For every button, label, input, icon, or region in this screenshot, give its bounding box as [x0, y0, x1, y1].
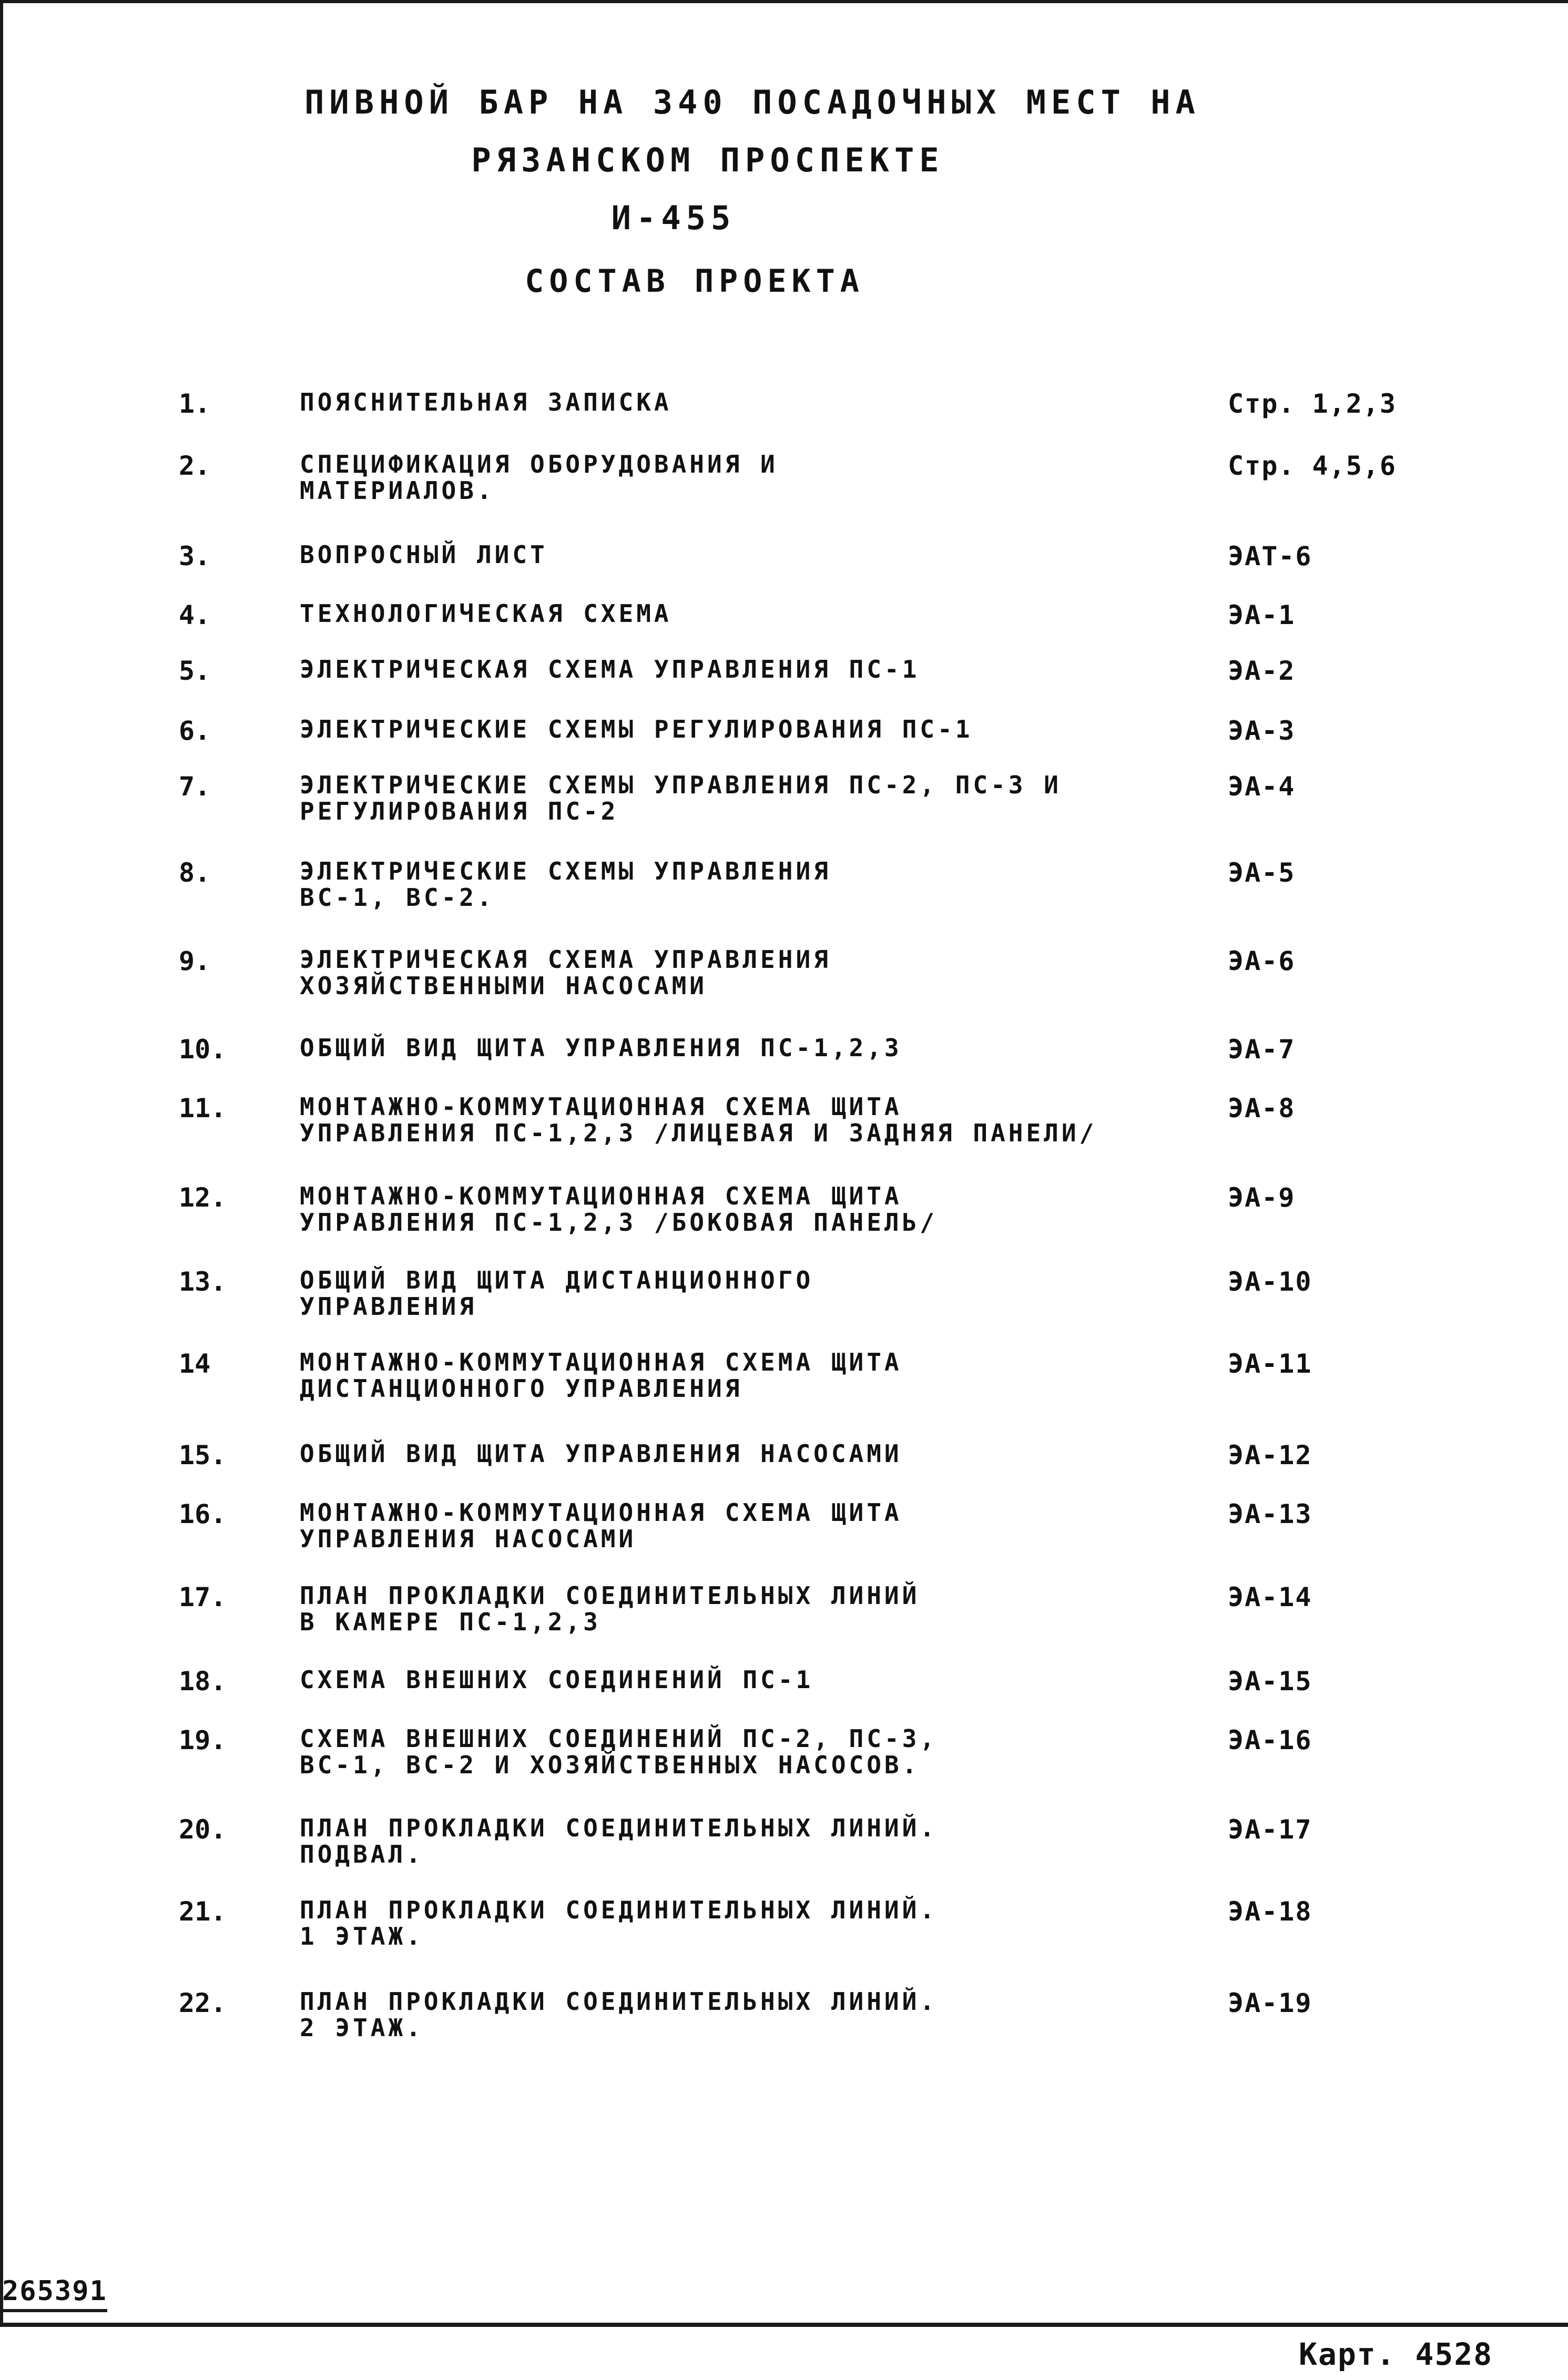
document-title — [0, 74, 1568, 247]
card-number: Карт. 4528 — [1299, 2336, 1493, 2372]
row-number: 15. — [179, 1440, 227, 1470]
row-title: ПЛАН ПРОКЛАДКИ СОЕДИНИТЕЛЬНЫХ ЛИНИЙ В КАМЕРЕ ПС-1,2,3 — [300, 1581, 920, 1636]
row-number: 4. — [179, 600, 211, 630]
row-number: 19. — [179, 1725, 227, 1755]
row-sheet-code: ЭА-9 — [1228, 1182, 1296, 1213]
row-title: ПЛАН ПРОКЛАДКИ СОЕДИНИТЕЛЬНЫХ ЛИНИЙ. ПОДВАЛ. — [300, 1814, 938, 1868]
row-sheet-code: Стр. 4,5,6 — [1228, 451, 1397, 481]
row-sheet-code: ЭА-5 — [1228, 857, 1296, 888]
archive-number-underline — [2, 2309, 107, 2312]
row-title: ПОЯСНИТЕЛЬНАЯ ЗАПИСКА — [300, 388, 672, 416]
row-title: ВОПРОСНЫЙ ЛИСТ — [300, 540, 548, 569]
row-title: СХЕМА ВНЕШНИХ СОЕДИНЕНИЙ ПС-2, ПС-3, ВС-1, ВС-2 И ХОЗЯЙСТВЕННЫХ НАСОСОВ. — [300, 1724, 938, 1779]
row-number: 3. — [179, 541, 211, 571]
row-sheet-code: ЭА-3 — [1228, 716, 1296, 746]
row-sheet-code: ЭА-16 — [1228, 1725, 1312, 1755]
row-number: 17. — [179, 1582, 227, 1612]
row-sheet-code: ЭА-10 — [1228, 1266, 1312, 1297]
row-title: ОБЩИЙ ВИД ЩИТА ДИСТАНЦИОННОГО УПРАВЛЕНИЯ — [300, 1266, 814, 1321]
row-title: МОНТАЖНО-КОММУТАЦИОННАЯ СХЕМА ЩИТА ДИСТАНЦИОННОГО УПРАВЛЕНИЯ — [300, 1348, 902, 1403]
row-number: 14 — [179, 1349, 211, 1379]
row-title: ТЕХНОЛОГИЧЕСКАЯ СХЕМА — [300, 599, 672, 628]
row-sheet-code: ЭА-8 — [1228, 1093, 1296, 1123]
row-title: ЭЛЕКТРИЧЕСКИЕ СХЕМЫ УПРАВЛЕНИЯ ПС-2, ПС-3 И РЕГУЛИРОВАНИЯ ПС-2 — [300, 771, 1062, 825]
row-number: 21. — [179, 1896, 227, 1927]
row-sheet-code: ЭА-4 — [1228, 771, 1296, 802]
row-sheet-code: ЭА-12 — [1228, 1440, 1312, 1470]
row-sheet-code: ЭА-15 — [1228, 1666, 1312, 1697]
archive-number: 265391 — [2, 2275, 107, 2307]
row-number: 11. — [179, 1093, 227, 1123]
row-number: 20. — [179, 1814, 227, 1845]
row-number: 8. — [179, 857, 211, 888]
row-sheet-code: ЭА-18 — [1228, 1896, 1312, 1927]
row-title: ЭЛЕКТРИЧЕСКАЯ СХЕМА УПРАВЛЕНИЯ ХОЗЯЙСТВЕННЫМИ НАСОСАМИ — [300, 945, 831, 1000]
row-title: ЭЛЕКТРИЧЕСКИЕ СХЕМЫ УПРАВЛЕНИЯ ВС-1, ВС-2. — [300, 857, 831, 912]
row-number: 1. — [179, 389, 211, 419]
row-sheet-code: ЭА-6 — [1228, 946, 1296, 976]
row-sheet-code: ЭА-19 — [1228, 1988, 1312, 2018]
row-sheet-code: ЭА-14 — [1228, 1582, 1312, 1612]
row-sheet-code: ЭА-7 — [1228, 1034, 1296, 1065]
row-sheet-code: ЭА-17 — [1228, 1814, 1312, 1845]
row-title: ЭЛЕКТРИЧЕСКИЕ СХЕМЫ РЕГУЛИРОВАНИЯ ПС-1 — [300, 715, 973, 743]
row-number: 12. — [179, 1182, 227, 1213]
row-number: 10. — [179, 1034, 227, 1065]
row-number: 22. — [179, 1988, 227, 2018]
row-title: ПЛАН ПРОКЛАДКИ СОЕДИНИТЕЛЬНЫХ ЛИНИЙ. 2 ЭТАЖ. — [300, 1987, 938, 2042]
row-title: ОБЩИЙ ВИД ЩИТА УПРАВЛЕНИЯ НАСОСАМИ — [300, 1439, 902, 1468]
row-title: ЭЛЕКТРИЧЕСКАЯ СХЕМА УПРАВЛЕНИЯ ПС-1 — [300, 655, 920, 683]
title-line-2: РЯЗАНСКОМ ПРОСПЕКТЕ — [471, 141, 944, 179]
row-sheet-code: ЭА-1 — [1228, 600, 1296, 630]
frame-bottom-rule — [0, 2323, 1568, 2327]
row-number: 16. — [179, 1499, 227, 1529]
row-title: ПЛАН ПРОКЛАДКИ СОЕДИНИТЕЛЬНЫХ ЛИНИЙ. 1 ЭТАЖ. — [300, 1896, 938, 1950]
row-number: 18. — [179, 1666, 227, 1697]
row-title: СХЕМА ВНЕШНИХ СОЕДИНЕНИЙ ПС-1 — [300, 1666, 814, 1694]
frame-left-rule — [0, 0, 3, 2324]
section-heading: СОСТАВ ПРОЕКТА — [525, 263, 864, 300]
row-title: СПЕЦИФИКАЦИЯ ОБОРУДОВАНИЯ И МАТЕРИАЛОВ. — [300, 450, 778, 505]
row-number: 13. — [179, 1266, 227, 1297]
row-sheet-code: ЭАТ-6 — [1228, 541, 1312, 571]
row-number: 9. — [179, 946, 211, 976]
row-title: МОНТАЖНО-КОММУТАЦИОННАЯ СХЕМА ЩИТА УПРАВЛЕНИЯ ПС-1,2,3 /БОКОВАЯ ПАНЕЛЬ/ — [300, 1182, 938, 1237]
row-sheet-code: Стр. 1,2,3 — [1228, 389, 1397, 419]
row-title: МОНТАЖНО-КОММУТАЦИОННАЯ СХЕМА ЩИТА УПРАВЛЕНИЯ ПС-1,2,3 /ЛИЦЕВАЯ И ЗАДНЯЯ ПАНЕЛИ/ — [300, 1092, 1097, 1147]
row-number: 5. — [179, 656, 211, 686]
row-sheet-code: ЭА-11 — [1228, 1349, 1312, 1379]
title-line-1: ПИВНОЙ БАР НА 340 ПОСАДОЧНЫХ МЕСТ НА — [304, 83, 1200, 121]
row-number: 7. — [179, 771, 211, 802]
frame-top-rule — [0, 0, 1568, 3]
row-number: 6. — [179, 716, 211, 746]
row-sheet-code: ЭА-2 — [1228, 656, 1296, 686]
row-sheet-code: ЭА-13 — [1228, 1499, 1312, 1529]
project-code: И-455 — [611, 199, 736, 237]
row-title: МОНТАЖНО-КОММУТАЦИОННАЯ СХЕМА ЩИТА УПРАВЛЕНИЯ НАСОСАМИ — [300, 1498, 902, 1553]
row-title: ОБЩИЙ ВИД ЩИТА УПРАВЛЕНИЯ ПС-1,2,3 — [300, 1034, 902, 1062]
row-number: 2. — [179, 451, 211, 481]
